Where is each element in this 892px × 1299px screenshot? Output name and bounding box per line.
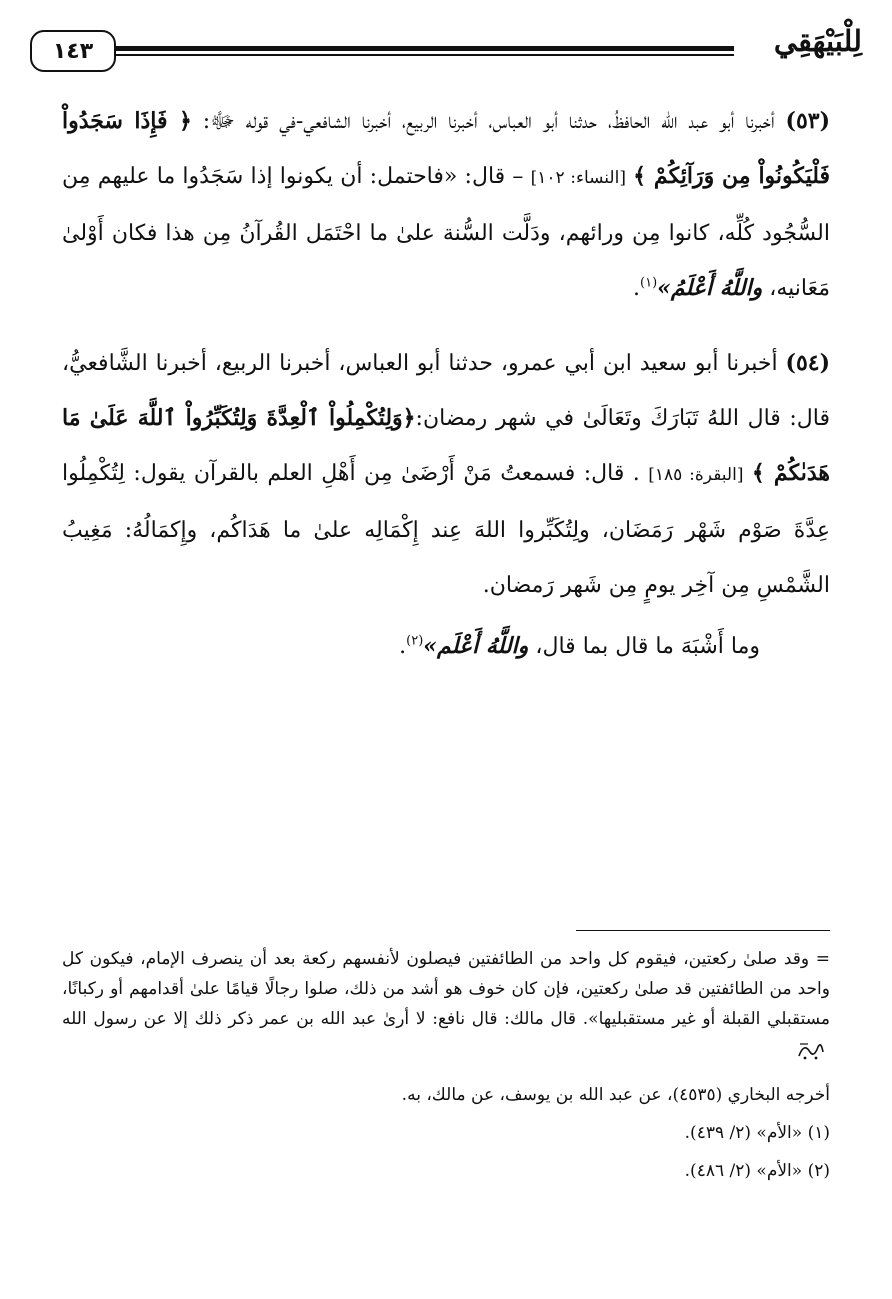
- footnote-1: (١) «الأم» (٢/ ٤٣٩).: [684, 1123, 830, 1143]
- footnote-separator: [576, 930, 830, 931]
- footnote-continuation-text: = وقد صلىٰ ركعتين، فيقوم كل واحد من الطائفتين فيصلون لأنفسهم ركعة بعد أن ينصرف الإمام، فيكون كل واحد من الطائفتين قد صلىٰ ركعتين، فإن كان خوف هو أشد من ذلك، صلوا رجالًا قيامًا علىٰ أقدامهم أو ركبانًا، مستقبلي القبلة أو غير مستقبليها». قال مالك: قال نافع: لا أرىٰ عبد الله بن عمر ذكر ذلك إلا عن رسول الله: [62, 949, 830, 1029]
- closing-text: وما أَشْبَهَ ما قال بما قال،: [535, 634, 760, 659]
- allah-knows-best: واللَّهُ أَعْلَمُ»: [657, 275, 763, 301]
- period: .: [399, 634, 407, 659]
- header-rule-thick: [116, 46, 734, 51]
- isnad: أخبرنا أبو عبد الله الحافظُ، حدثنا أبو العباس، أخبرنا الربيع، أخبرنا الشافعي-في قوله ﷻ:: [202, 109, 775, 134]
- paragraph-53: [62, 94, 830, 316]
- header-rule-thin: [116, 54, 734, 56]
- running-title: لِلْبَيْهَقِي: [773, 24, 862, 58]
- matn-text: – قال: «فاحتمل: أن يكونوا إذا سَجَدُوا ما عليهم مِن السُّجُود كُلِّه، كانوا مِن ورائهم، ودَلَّت السُّنة علىٰ ما احْتَمَل القُرآنُ مِن هذا فكان أَوْلىٰ مَعَانيه،: [62, 164, 830, 301]
- period: .: [633, 276, 640, 301]
- narration-number: (٥٤): [785, 350, 830, 376]
- paragraph-54: [62, 336, 830, 613]
- main-text: [62, 94, 830, 674]
- takhrij-note: أخرجه البخاري (٤٥٣٥)، عن عبد الله بن يوسف، عن مالك، به.: [401, 1085, 830, 1105]
- closing-line: [62, 619, 830, 674]
- verse-reference: [البقرة: ١٨٥]: [648, 465, 744, 485]
- quran-verse: ﴿وَلِتُكْمِلُواْ ٱلْعِدَّةَ وَلِتُكَبِّرُواْ ٱللَّهَ عَلَىٰ مَا هَدَىٰكُمْ ﴾: [62, 405, 830, 486]
- allah-knows-best: واللَّهُ أَعْلَم»: [423, 633, 529, 659]
- footnotes: [62, 944, 830, 1190]
- salawat-glyph: [796, 1038, 826, 1062]
- matn-text: . قال: فسمعتُ مَنْ أَرْضَىٰ مِن أَهْلِ العلم بالقرآن يقول: لِتُكْمِلُوا عِدَّةَ صَوْم شَهْر رَمَضَان، ولِتُكَبِّروا اللهَ عِند إِكْمَالِه علىٰ ما هَدَاكُم، وإِكمَالُهُ: مَغِيبُ الشَّمْسِ مِن آخِر يومٍ مِن شَهر رَمضان.: [62, 461, 830, 598]
- footnote-2: (٢) «الأم» (٢/ ٤٨٦).: [684, 1161, 830, 1181]
- quran-verse: ﴿ فَإِذَا سَجَدُواْ فَلْيَكُونُواْ مِن وَرَآئِكُمْ ﴾: [62, 108, 831, 189]
- page-number-box: [30, 30, 116, 72]
- verse-reference: [النساء: ١٠٢]: [530, 168, 626, 188]
- narration-number: (٥٣): [785, 108, 830, 134]
- footnote-marker: (١): [640, 275, 658, 291]
- page-number: ١٤٣: [52, 38, 94, 64]
- isnad: أخبرنا أبو سعيد ابن أبي عمرو، حدثنا أبو العباس، أخبرنا الربيع، أخبرنا الشَّافعيُّ، قال: قال اللهُ تَبَارَكَ وتَعَالَىٰ في شهر رمضان:: [62, 351, 830, 431]
- footnote-continuation: [62, 944, 830, 1064]
- page-header: [30, 24, 862, 90]
- footnote-marker: (٢): [406, 633, 424, 649]
